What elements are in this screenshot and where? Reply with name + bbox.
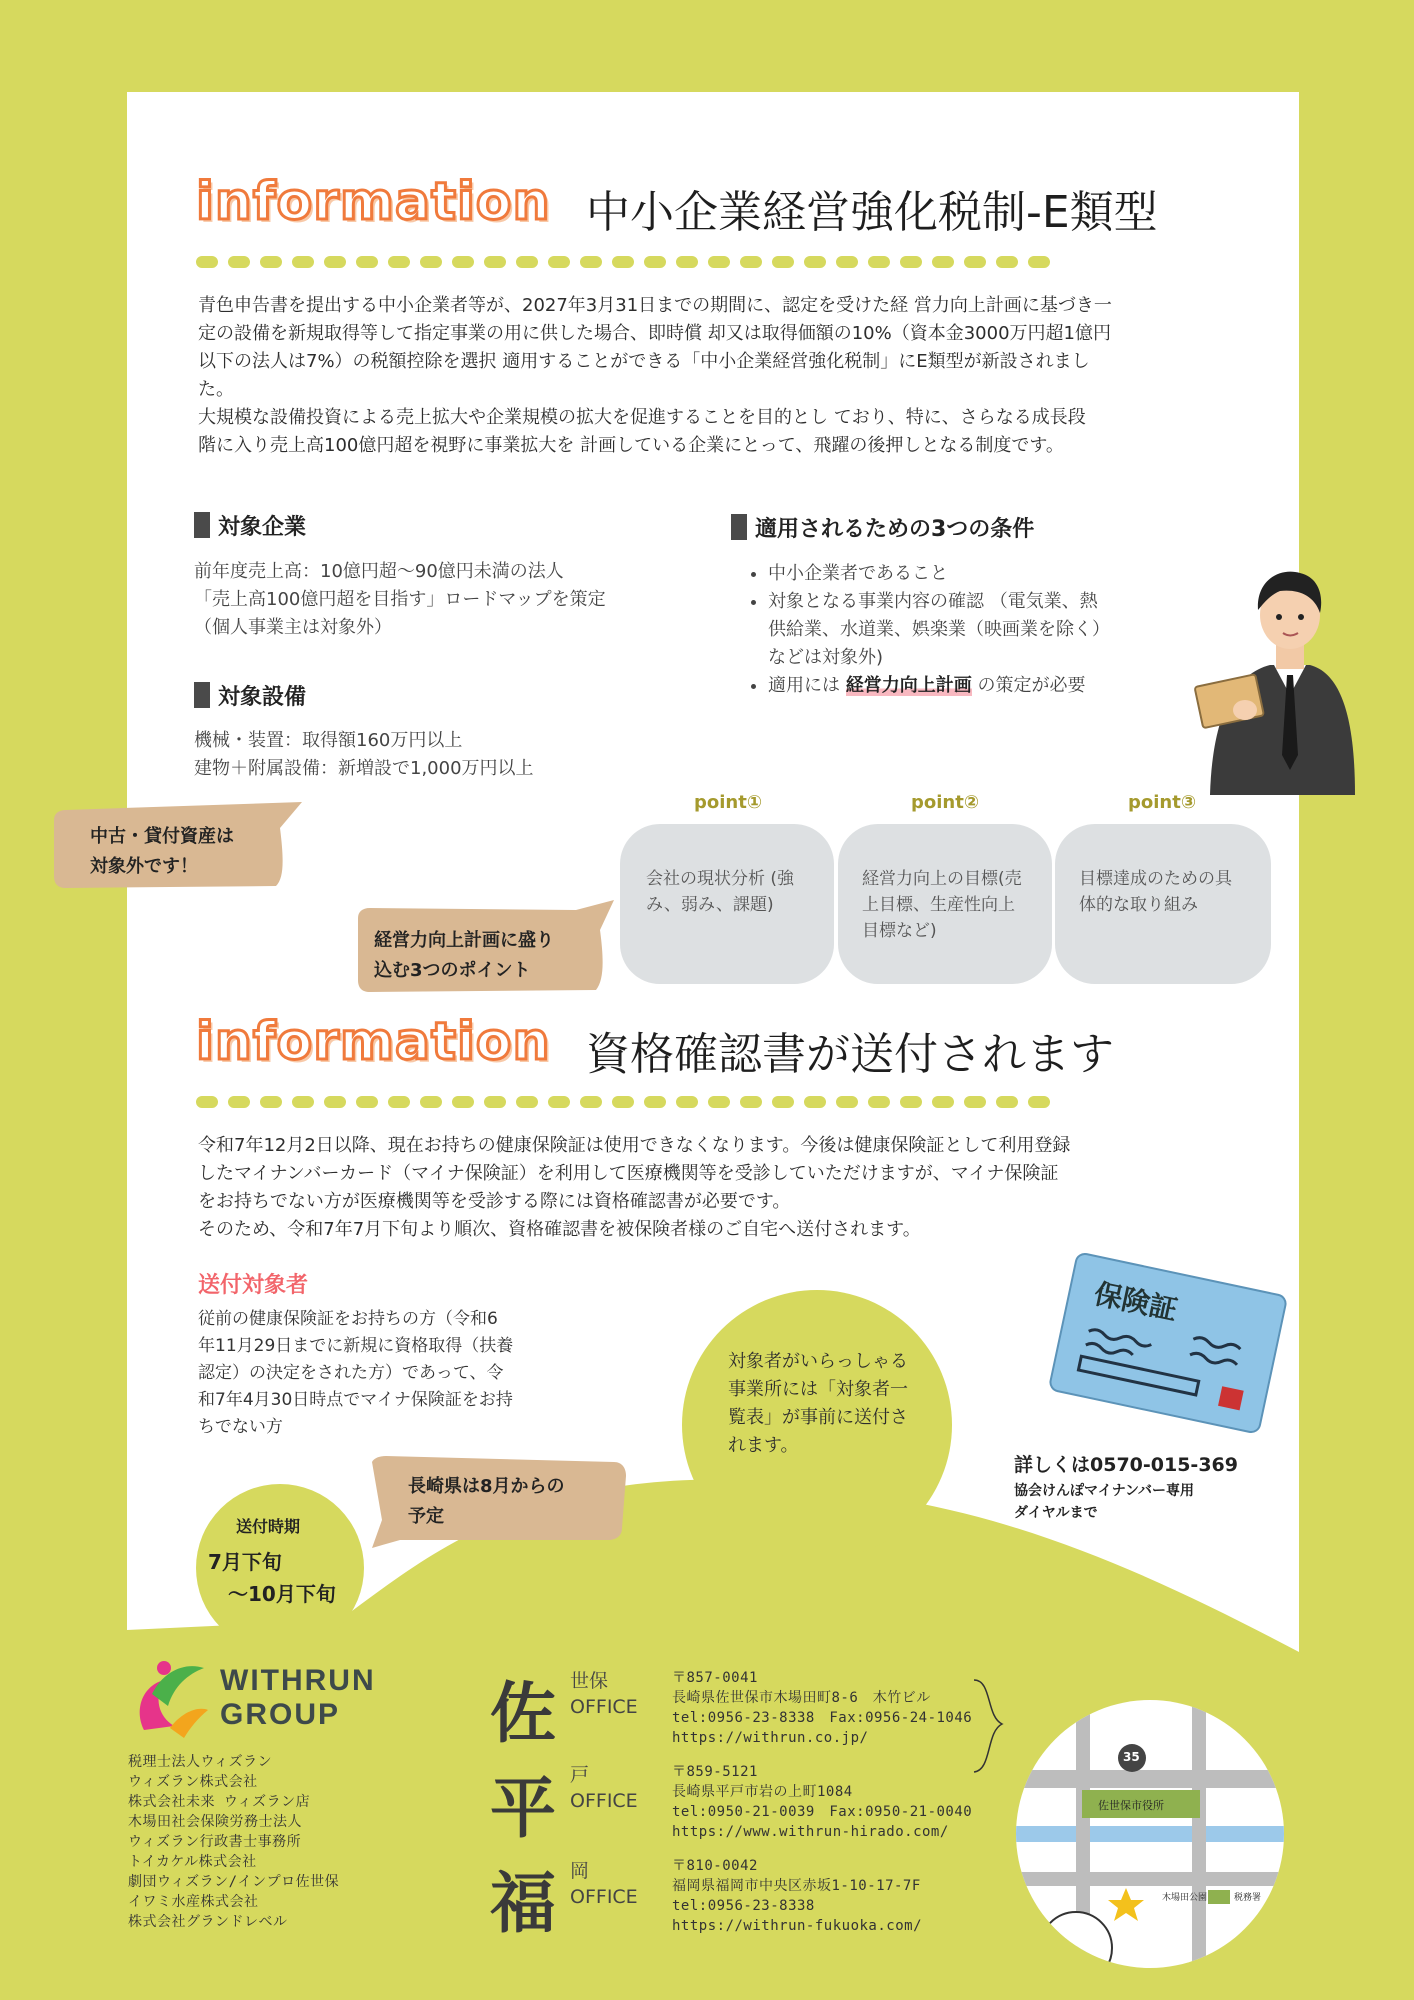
office-fukuoka-url[interactable]: https://withrun-fukuoka.com/: [672, 1918, 923, 1934]
point-3-box: 目標達成のための具 体的な取り組み: [1055, 824, 1271, 984]
recipients-text: 従前の健康保険証をお持ちの方（令和6 年11月29日までに新規に資格取得（扶養 認定）の決定をされた方）であって、令 和7年4月30日時点でマイナ保険証をお持 ちでない方: [198, 1309, 514, 1437]
office-sasebo-details: 〒857-0041 長崎県佐世保市木場田町8-6 木竹ビル tel:0956-23-8338 Fax:0956-24-1046 https://withrun.co.jp/: [672, 1670, 973, 1746]
office-map[interactable]: [1016, 1700, 1284, 1968]
period-heading: 送付時期: [236, 1517, 301, 1536]
office-hirado-name: 戸 OFFICE: [570, 1764, 638, 1812]
office-fukuoka-kanji: 福: [490, 1864, 556, 1942]
condition-item: • 適用には 経営力向上計画 の策定が必要: [768, 672, 1238, 700]
target-company-heading: 対象企業: [194, 510, 306, 541]
point-1-box: 会社の現状分析 (強 み、弱み、課題): [620, 824, 834, 984]
point-3-label: point③: [1128, 792, 1197, 813]
businessman-illustration: [1190, 555, 1360, 795]
withrun-logo-icon: [124, 1650, 210, 1740]
information-logo-2: information: [196, 1012, 551, 1072]
period-text: 7月下旬 ～10月下旬: [208, 1550, 336, 1606]
conditions-heading: 適用されるための3つの条件: [731, 512, 1034, 543]
contact-note: 協会けんぽマイナンバー専用 ダイヤルまで: [1014, 1483, 1195, 1521]
target-company-text: 前年度売上高：10億円超〜90億円未満の法人 「売上高100億円超を目指す」ロードマップを策定 （個人事業主は対象外）: [194, 561, 606, 638]
condition-item: • 対象となる事業内容の確認 （電気業、熱 供給業、水道業、娯楽業（映画業を除く） などは対象外): [768, 588, 1238, 672]
map-label-tax-office: 税務署: [1234, 1893, 1262, 1903]
office-fukuoka-name: 岡 OFFICE: [570, 1860, 638, 1908]
note-nagasaki: 長崎県は8月からの 予定: [408, 1476, 565, 1527]
office-sasebo-kanji: 佐: [490, 1674, 556, 1752]
target-equipment-heading: 対象設備: [194, 680, 306, 711]
office-hirado-kanji: 平: [490, 1769, 556, 1847]
dotted-divider-1: [196, 252, 1056, 272]
condition-item: • 中小企業者であること: [768, 560, 1238, 588]
office-hirado-url[interactable]: https://www.withrun-hirado.com/: [672, 1824, 949, 1840]
note-used-assets: 中古・貸付資産は 対象外です！: [90, 826, 234, 877]
contact-phone: 詳しくは0570-015-369: [1014, 1454, 1238, 1476]
conditions-list: [732, 560, 1238, 700]
point-2-label: point②: [911, 792, 980, 813]
note-three-points: 経営力向上計画に盛り 込む3つのポイント: [374, 930, 554, 981]
map-label-park: 木場田公園: [1162, 1893, 1208, 1903]
section2-paragraph: 令和7年12月2日以降、現在お持ちの健康保険証は使用できなくなります。今後は健康保険証として利用登録 したマイナンバーカード（マイナ保険証）を利用して医療機関等を受診していただけますが、マイナ保険証 をお持ちでない方が医療機関等を受診する際には資格確認書が必要です。 そのため、令和7年7月下旬より順次、資格確認書を被保険者様のご自宅へ送付されます。: [198, 1135, 1071, 1240]
map-route-number: 35: [1123, 1750, 1140, 1764]
information-logo-1: information: [196, 172, 551, 232]
notice-bubble-text: 対象者がいらっしゃる 事業所には「対象者一 覧表」が事前に送付さ れます。: [728, 1351, 908, 1456]
recipients-heading: 送付対象者: [198, 1273, 309, 1298]
office-fukuoka-details: 〒810-0042 福岡県福岡市中央区赤坂1-10-17-7F tel:0956-23-8338 https://withrun-fukuoka.com/: [672, 1858, 923, 1934]
office-sasebo-url[interactable]: https://withrun.co.jp/: [672, 1730, 869, 1746]
dotted-divider-2: [196, 1092, 1056, 1112]
group-companies-list: 税理士法人ウィズラン ウィズラン株式会社 株式会社未来 ウィズラン店 木場田社会保険労務士法人 ウィズラン行政書士事務所 トイカケル株式会社 劇団ウィズラン/インプロ佐世保 イワミ水産株式会社 株式会社グランドレベル: [128, 1754, 340, 1930]
insurance-card-label: 保険証: [1091, 1277, 1181, 1327]
point-2-box: 経営力向上の目標(売 上目標、生産性向上 目標など): [838, 824, 1052, 984]
target-equipment-text: 機械・装置：取得額160万円以上 建物＋附属設備：新増設で1,000万円以上: [194, 730, 534, 779]
brace-icon: [968, 1676, 1012, 1776]
section2-title: 資格確認書が送付されます: [586, 1029, 1114, 1080]
point-1-label: point①: [694, 792, 763, 813]
section1-paragraph: 青色申告書を提出する中小企業者等が、2027年3月31日までの期間に、認定を受けた経 営力向上計画に基づき一 定の設備を新規取得等して指定事業の用に供した場合、即時償 却又は取得価額の10%（資本金3000万円超1億円 以下の法人は7%）の税額控除を選択 適用することができる「中小企業経営強化税制」にE類型が新設されまし た。 大規模な設備投資による売上拡大や企業規模の拡大を促進することを目的とし ており、特に、さらなる成長段 階に入り売上高100億円超を視野に事業拡大を 計画している企業にとって、飛躍の後押しとなる制度です。: [198, 295, 1112, 456]
office-hirado-details: 〒859-5121 長崎県平戸市岩の上町1084 tel:0950-21-0039 Fax:0950-21-0040 https://www.withrun-hirado.com/: [672, 1764, 973, 1840]
map-label-city-hall: 佐世保市役所: [1098, 1799, 1164, 1812]
section1-title: 中小企業経営強化税制-E類型: [586, 187, 1158, 238]
logo-text: WITHRUN GROUP: [220, 1664, 376, 1731]
office-sasebo-name: 世保 OFFICE: [570, 1670, 638, 1718]
